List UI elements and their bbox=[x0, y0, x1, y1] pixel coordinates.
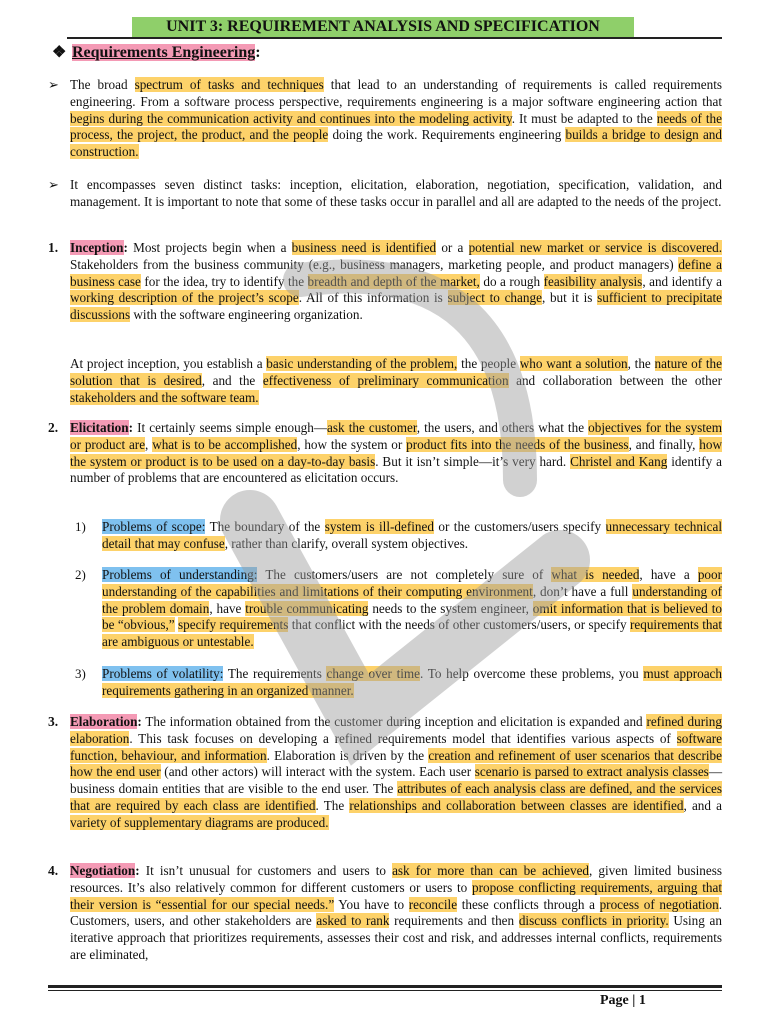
text-run: that lead to an understanding of requirements is called requirements engineering. From a software process perspective, requirements engineering is a major software engineering action that bbox=[70, 77, 723, 109]
text-run: It certainly seems simple enough— bbox=[133, 420, 328, 435]
highlighted-text: change over time bbox=[326, 666, 421, 681]
highlighted-text: what is to be accomplished bbox=[152, 436, 298, 452]
highlighted-text: business need is identified bbox=[291, 240, 437, 255]
text-run: , and the bbox=[201, 372, 263, 388]
text-run: needs to the system engineer, bbox=[368, 600, 533, 616]
text-run: . To help overcome these problems, you bbox=[420, 666, 644, 681]
text-run: these conflicts through a bbox=[457, 896, 600, 912]
term-colon: : bbox=[137, 714, 142, 729]
text-run: . The bbox=[315, 797, 350, 813]
highlighted-text: variety of supplementary diagrams are produced. bbox=[70, 814, 329, 830]
highlighted-text: nature of the solution that is desired bbox=[70, 356, 723, 388]
text-run: The broad bbox=[70, 77, 135, 92]
text-run: It isn’t unusual for customers and users to bbox=[139, 863, 393, 878]
highlighted-text: reconcile bbox=[408, 896, 458, 912]
text-run: , don’t have a full bbox=[532, 583, 633, 599]
highlighted-text: who want a solution bbox=[519, 356, 628, 371]
highlighted-text: ask for more than can be achieved bbox=[392, 863, 590, 878]
highlighted-text: what is needed bbox=[551, 567, 640, 582]
text-run: do a rough bbox=[479, 273, 544, 289]
text-run: , bbox=[145, 436, 153, 452]
highlighted-text: must approach requirements gathering in an organized manner. bbox=[102, 666, 722, 698]
highlighted-text: propose conflicting requirements, arguing that their version is “essential for our special needs.” bbox=[70, 879, 722, 912]
highlighted-text: basic understanding of the problem, bbox=[266, 356, 458, 371]
highlighted-text: effectiveness of preliminary communication bbox=[262, 372, 509, 388]
text-run: , and finally, bbox=[628, 436, 700, 452]
arrow-bullet-icon: ➢ bbox=[48, 177, 59, 192]
highlighted-text: requirements that are ambiguous or untestable. bbox=[102, 617, 722, 650]
paragraph-tasks bbox=[70, 177, 722, 211]
text-run: —business domain entities that are visible to the end user. The bbox=[70, 764, 722, 797]
paragraph-inception-2 bbox=[70, 356, 722, 406]
highlighted-text: specify requirements bbox=[178, 617, 289, 633]
section-heading-colon: : bbox=[255, 44, 261, 61]
highlighted-text: creation and refinement of user scenarios that describe how the end user bbox=[70, 747, 723, 780]
highlighted-text: working description of the project’s scope bbox=[70, 290, 299, 306]
highlighted-text: begins during the communication activity and continues into the modeling activity bbox=[70, 110, 512, 126]
diamond-bullet-icon: ❖ bbox=[52, 44, 67, 61]
text-run: The information obtained from the customer during inception and elicitation is expanded and bbox=[141, 714, 647, 729]
text-run: , but it is bbox=[541, 290, 598, 306]
text-run: The boundary of the bbox=[205, 519, 325, 534]
unit-title: UNIT 3: REQUIREMENT ANALYSIS AND SPECIFICATION bbox=[132, 17, 634, 37]
term-label: Negotiation bbox=[70, 863, 136, 878]
text-run: , given limited business resources. It’s also relatively common for different customers or users to bbox=[70, 863, 722, 895]
text-run: You have to bbox=[334, 896, 409, 912]
text-run: Stakeholders from the business community (e.g., business managers, marketing people, and product managers) bbox=[70, 256, 679, 272]
problem-label: Problems of volatility: bbox=[102, 666, 224, 681]
text-run: (and other actors) will interact with the system. Each user bbox=[160, 764, 475, 780]
text-run: , and identify a bbox=[642, 273, 722, 289]
sub-number-volatility: 3) bbox=[75, 666, 86, 681]
top-rule bbox=[67, 37, 722, 39]
text-run: , the users, and others what the bbox=[416, 420, 589, 435]
text-run: , have bbox=[209, 600, 246, 616]
highlighted-text: process of negotiation bbox=[599, 896, 719, 912]
term-colon: : bbox=[128, 420, 134, 435]
term-colon: : bbox=[123, 240, 128, 255]
item-number-elaboration: 3. bbox=[48, 714, 59, 729]
highlighted-text: understanding of the problem domain bbox=[102, 583, 722, 616]
text-run: Using an iterative approach that prioritizes requirements, assesses their cost and risk, and addresses internal conflicts, requirements are eliminated, bbox=[70, 913, 722, 962]
highlighted-text: subject to change bbox=[447, 290, 542, 306]
text-run: . It must be adapted to the bbox=[511, 110, 657, 126]
term-colon: : bbox=[135, 863, 140, 878]
text-run: the people bbox=[457, 356, 520, 371]
term-label: Inception bbox=[70, 240, 124, 255]
paragraph-intro bbox=[70, 77, 722, 161]
item-number-negotiation: 4. bbox=[48, 863, 59, 878]
text-run: The customers/users are not completely sure of bbox=[257, 567, 552, 582]
text-run: doing the work. Requirements engineering bbox=[328, 127, 566, 143]
text-run: requirements and then bbox=[389, 913, 519, 929]
text-run: and collaboration between the other bbox=[508, 372, 723, 388]
highlighted-text: discuss conflicts in priority. bbox=[518, 913, 669, 929]
text-run: Most projects begin when a bbox=[127, 240, 292, 255]
highlighted-text: how the system or product is to be used on a day-to-day basis bbox=[70, 436, 723, 469]
highlighted-text: Christel and Kang bbox=[570, 453, 668, 469]
text-run: with the software engineering organization. bbox=[130, 307, 363, 323]
highlighted-text: scenario is parsed to extract analysis classes bbox=[474, 764, 709, 780]
highlighted-text: sufficient to precipitate discussions bbox=[70, 290, 723, 323]
text-run: , the bbox=[627, 356, 655, 371]
sub-number-scope: 1) bbox=[75, 519, 86, 534]
highlighted-text: spectrum of tasks and techniques bbox=[134, 77, 324, 92]
text-run: , have a bbox=[639, 567, 698, 582]
text-run: . Elaboration is driven by the bbox=[266, 747, 429, 763]
arrow-bullet-icon: ➢ bbox=[48, 77, 59, 92]
text-run: for the idea, try to identify the bbox=[140, 273, 308, 289]
highlighted-text: software function, behaviour, and information bbox=[70, 730, 722, 763]
text-run: or the customers/users specify bbox=[433, 519, 606, 534]
section-heading bbox=[52, 43, 261, 63]
text-run: that conflict with the needs of other customers/users, or specify bbox=[288, 617, 630, 633]
highlighted-text: system is ill-defined bbox=[324, 519, 434, 534]
text-run: It encompasses seven distinct tasks: inception, elicitation, elaboration, negotiation, specification, validation, and management. It is important to note that some of these tasks occur in parallel and all are adapted to the needs of the project. bbox=[70, 177, 722, 209]
highlighted-text: relationships and collaboration between classes are identified bbox=[349, 797, 684, 813]
highlighted-text: refined during elaboration bbox=[70, 714, 722, 746]
text-run: , how the system or bbox=[297, 436, 407, 452]
text-run: identify a number of problems that are encountered as elicitation occurs. bbox=[70, 453, 722, 486]
section-heading-text: Requirements Engineering bbox=[72, 44, 256, 61]
text-run: . But it isn’t simple—it’s very hard. bbox=[375, 453, 571, 469]
text-run: or a bbox=[436, 240, 469, 255]
highlighted-text: feasibility analysis bbox=[543, 273, 643, 289]
problem-label: Problems of scope: bbox=[102, 519, 206, 534]
highlighted-text: define a business case bbox=[70, 256, 722, 289]
text-run: The requirements bbox=[223, 666, 327, 681]
text-run: . All of this information is bbox=[298, 290, 448, 306]
item-number-inception: 1. bbox=[48, 240, 59, 255]
highlighted-text: poor understanding of the capabilities and limitations of their computing environment bbox=[102, 567, 723, 599]
page-number: Page | 1 bbox=[600, 993, 646, 1008]
highlighted-text: objectives for the system or product are bbox=[70, 420, 722, 452]
sub-number-understanding: 2) bbox=[75, 567, 86, 582]
term-label: Elaboration bbox=[70, 714, 138, 729]
highlighted-text: asked to rank bbox=[316, 913, 390, 929]
footer-rule-thin bbox=[48, 990, 722, 991]
footer-rule bbox=[48, 985, 722, 988]
item-number-elicitation: 2. bbox=[48, 420, 59, 435]
paragraph-problems-understanding bbox=[102, 567, 722, 651]
paragraph-problems-volatility bbox=[102, 666, 722, 700]
highlighted-text: builds a bridge to design and construction. bbox=[70, 127, 722, 160]
paragraph-problems-scope bbox=[102, 519, 722, 553]
text-run: , and a bbox=[683, 797, 722, 813]
highlighted-text: product fits into the needs of the business bbox=[406, 436, 629, 452]
paragraph-inception bbox=[70, 240, 722, 324]
highlighted-text: potential new market or service is discovered. bbox=[468, 240, 722, 255]
text-run: At project inception, you establish a bbox=[70, 356, 267, 371]
term-label: Elicitation bbox=[70, 420, 129, 435]
paragraph-elicitation bbox=[70, 420, 722, 487]
text-run: , rather than clarify, overall system objectives. bbox=[224, 535, 469, 551]
paragraph-negotiation bbox=[70, 863, 722, 964]
highlighted-text: stakeholders and the software team. bbox=[70, 389, 259, 405]
text-run: . Customers, users, and other stakeholders are bbox=[70, 896, 722, 929]
text-run: . This task focuses on developing a refined requirements model that identifies various aspects of bbox=[129, 730, 677, 746]
highlighted-text: trouble communicating bbox=[245, 600, 369, 616]
highlighted-text: omit information that is believed to be “obvious,” bbox=[102, 600, 722, 633]
paragraph-elaboration bbox=[70, 714, 722, 832]
problem-label: Problems of understanding: bbox=[102, 567, 258, 582]
highlighted-text: attributes of each analysis class are defined, and the services that are required by each class are identified bbox=[70, 781, 722, 813]
highlighted-text: needs of the process, the project, the product, and the people bbox=[70, 110, 722, 143]
highlighted-text: unnecessary technical detail that may confuse bbox=[102, 519, 723, 551]
highlighted-text: ask the customer bbox=[327, 420, 417, 435]
highlighted-text: breadth and depth of the market, bbox=[307, 273, 480, 289]
